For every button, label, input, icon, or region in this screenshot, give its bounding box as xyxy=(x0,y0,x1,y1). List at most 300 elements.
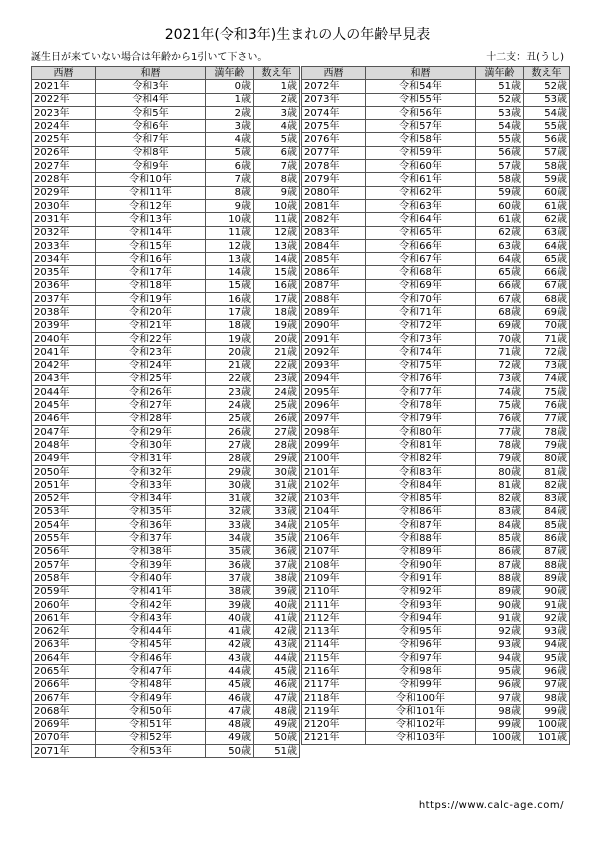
full-age-cell: 68歳 xyxy=(476,306,524,319)
table-row xyxy=(32,226,300,239)
kazoe-age-cell: 91歳 xyxy=(524,598,570,611)
full-age-cell: 1歳 xyxy=(206,93,254,106)
kazoe-age-cell: 28歳 xyxy=(254,439,300,452)
full-age-cell: 83歳 xyxy=(476,505,524,518)
japanese-year-cell: 令和53年 xyxy=(96,745,206,758)
japanese-year-cell: 令和70年 xyxy=(366,293,476,306)
full-age-cell: 6歳 xyxy=(206,160,254,173)
full-age-cell: 4歳 xyxy=(206,133,254,146)
table-row xyxy=(32,386,300,399)
full-age-cell: 32歳 xyxy=(206,505,254,518)
full-age-cell: 22歳 xyxy=(206,372,254,385)
kazoe-age-cell: 12歳 xyxy=(254,226,300,239)
japanese-year-cell: 令和49年 xyxy=(96,691,206,704)
kazoe-age-cell: 92歳 xyxy=(524,612,570,625)
western-year-cell: 2087年 xyxy=(302,279,366,292)
kazoe-age-cell: 76歳 xyxy=(524,399,570,412)
japanese-year-cell: 令和75年 xyxy=(366,359,476,372)
kazoe-age-cell: 20歳 xyxy=(254,332,300,345)
kazoe-age-cell: 2歳 xyxy=(254,93,300,106)
western-year-cell: 2080年 xyxy=(302,186,366,199)
western-year-cell: 2070年 xyxy=(32,731,96,744)
western-year-cell: 2088年 xyxy=(302,293,366,306)
table-row xyxy=(302,505,570,518)
western-year-cell: 2097年 xyxy=(302,412,366,425)
western-year-cell: 2060年 xyxy=(32,598,96,611)
kazoe-age-cell: 18歳 xyxy=(254,306,300,319)
full-age-cell: 2歳 xyxy=(206,106,254,119)
table-row xyxy=(32,558,300,571)
japanese-year-cell: 令和95年 xyxy=(366,625,476,638)
western-year-cell: 2063年 xyxy=(32,638,96,651)
western-year-cell: 2030年 xyxy=(32,199,96,212)
japanese-year-cell: 令和29年 xyxy=(96,426,206,439)
age-table-left xyxy=(31,66,300,758)
table-row xyxy=(302,705,570,718)
full-age-cell: 70歳 xyxy=(476,332,524,345)
western-year-cell: 2053年 xyxy=(32,505,96,518)
table-row xyxy=(302,226,570,239)
kazoe-age-cell: 19歳 xyxy=(254,319,300,332)
full-age-cell: 39歳 xyxy=(206,598,254,611)
table-row xyxy=(32,279,300,292)
kazoe-age-cell: 93歳 xyxy=(524,625,570,638)
table-row xyxy=(32,705,300,718)
western-year-cell: 2068年 xyxy=(32,705,96,718)
table-row xyxy=(302,120,570,133)
japanese-year-cell: 令和96年 xyxy=(366,638,476,651)
full-age-cell: 33歳 xyxy=(206,519,254,532)
japanese-year-cell: 令和89年 xyxy=(366,545,476,558)
kazoe-age-cell: 26歳 xyxy=(254,412,300,425)
japanese-year-cell: 令和46年 xyxy=(96,652,206,665)
full-age-cell: 84歳 xyxy=(476,519,524,532)
japanese-year-cell: 令和51年 xyxy=(96,718,206,731)
kazoe-age-cell: 45歳 xyxy=(254,665,300,678)
western-year-cell: 2110年 xyxy=(302,585,366,598)
kazoe-age-cell: 71歳 xyxy=(524,332,570,345)
kazoe-age-cell: 23歳 xyxy=(254,372,300,385)
kazoe-age-cell: 66歳 xyxy=(524,266,570,279)
western-year-cell: 2025年 xyxy=(32,133,96,146)
japanese-year-cell: 令和76年 xyxy=(366,372,476,385)
western-year-cell: 2040年 xyxy=(32,332,96,345)
kazoe-age-cell: 48歳 xyxy=(254,705,300,718)
table-row xyxy=(32,572,300,585)
western-year-cell: 2077年 xyxy=(302,146,366,159)
kazoe-age-cell: 49歳 xyxy=(254,718,300,731)
full-age-cell: 72歳 xyxy=(476,359,524,372)
kazoe-age-cell: 84歳 xyxy=(524,505,570,518)
kazoe-age-cell: 42歳 xyxy=(254,625,300,638)
table-row xyxy=(302,625,570,638)
kazoe-age-cell: 67歳 xyxy=(524,279,570,292)
full-age-cell: 21歳 xyxy=(206,359,254,372)
kazoe-age-cell: 14歳 xyxy=(254,253,300,266)
zodiac-label: 十二支：丑(うし) xyxy=(486,52,564,63)
japanese-year-cell: 令和77年 xyxy=(366,386,476,399)
table-header-row xyxy=(32,67,300,80)
full-age-cell: 94歳 xyxy=(476,652,524,665)
western-year-cell: 2108年 xyxy=(302,558,366,571)
japanese-year-cell: 令和43年 xyxy=(96,612,206,625)
full-age-cell: 79歳 xyxy=(476,452,524,465)
japanese-year-cell: 令和8年 xyxy=(96,146,206,159)
table-row xyxy=(32,652,300,665)
table-row xyxy=(302,173,570,186)
table-row xyxy=(32,372,300,385)
full-age-cell: 56歳 xyxy=(476,146,524,159)
full-age-cell: 86歳 xyxy=(476,545,524,558)
kazoe-age-cell: 1歳 xyxy=(254,80,300,93)
full-age-cell: 11歳 xyxy=(206,226,254,239)
full-age-cell: 52歳 xyxy=(476,93,524,106)
japanese-year-cell: 令和32年 xyxy=(96,465,206,478)
western-year-cell: 2107年 xyxy=(302,545,366,558)
full-age-cell: 49歳 xyxy=(206,731,254,744)
kazoe-age-cell: 80歳 xyxy=(524,452,570,465)
western-year-cell: 2098年 xyxy=(302,426,366,439)
japanese-year-cell: 令和67年 xyxy=(366,253,476,266)
kazoe-age-cell: 72歳 xyxy=(524,346,570,359)
table-row xyxy=(302,465,570,478)
western-year-cell: 2094年 xyxy=(302,372,366,385)
japanese-year-cell: 令和50年 xyxy=(96,705,206,718)
kazoe-age-cell: 86歳 xyxy=(524,532,570,545)
kazoe-age-cell: 11歳 xyxy=(254,213,300,226)
table-row xyxy=(32,332,300,345)
western-year-cell: 2104年 xyxy=(302,505,366,518)
full-age-cell: 23歳 xyxy=(206,386,254,399)
table-row xyxy=(302,638,570,651)
kazoe-age-cell: 5歳 xyxy=(254,133,300,146)
japanese-year-cell: 令和93年 xyxy=(366,598,476,611)
full-age-cell: 89歳 xyxy=(476,585,524,598)
western-year-cell: 2038年 xyxy=(32,306,96,319)
japanese-year-cell: 令和87年 xyxy=(366,519,476,532)
japanese-year-cell: 令和66年 xyxy=(366,239,476,252)
full-age-cell: 12歳 xyxy=(206,239,254,252)
japanese-year-cell: 令和6年 xyxy=(96,120,206,133)
kazoe-age-cell: 33歳 xyxy=(254,505,300,518)
table-row xyxy=(302,133,570,146)
table-row xyxy=(302,199,570,212)
table-row xyxy=(32,439,300,452)
table-row xyxy=(302,598,570,611)
full-age-cell: 16歳 xyxy=(206,293,254,306)
table-row xyxy=(302,359,570,372)
western-year-cell: 2050年 xyxy=(32,465,96,478)
full-age-cell: 0歳 xyxy=(206,80,254,93)
kazoe-age-cell: 63歳 xyxy=(524,226,570,239)
full-age-cell: 46歳 xyxy=(206,691,254,704)
western-year-cell: 2061年 xyxy=(32,612,96,625)
header-japanese-year: 和暦 xyxy=(96,67,206,80)
japanese-year-cell: 令和48年 xyxy=(96,678,206,691)
page-title: 2021年(令和3年)生まれの人の年齢早見表 xyxy=(164,27,431,43)
table-row xyxy=(32,306,300,319)
western-year-cell: 2074年 xyxy=(302,106,366,119)
table-row xyxy=(32,186,300,199)
western-year-cell: 2034年 xyxy=(32,253,96,266)
table-row xyxy=(302,412,570,425)
kazoe-age-cell: 62歳 xyxy=(524,213,570,226)
japanese-year-cell: 令和9年 xyxy=(96,160,206,173)
full-age-cell: 91歳 xyxy=(476,612,524,625)
full-age-cell: 38歳 xyxy=(206,585,254,598)
full-age-cell: 96歳 xyxy=(476,678,524,691)
full-age-cell: 27歳 xyxy=(206,439,254,452)
japanese-year-cell: 令和5年 xyxy=(96,106,206,119)
table-row xyxy=(32,638,300,651)
kazoe-age-cell: 10歳 xyxy=(254,199,300,212)
kazoe-age-cell: 77歳 xyxy=(524,412,570,425)
table-row xyxy=(302,492,570,505)
japanese-year-cell: 令和34年 xyxy=(96,492,206,505)
table-row xyxy=(302,279,570,292)
full-age-cell: 13歳 xyxy=(206,253,254,266)
western-year-cell: 2069年 xyxy=(32,718,96,731)
table-row xyxy=(302,186,570,199)
table-row xyxy=(32,731,300,744)
western-year-cell: 2029年 xyxy=(32,186,96,199)
table-row xyxy=(32,346,300,359)
full-age-cell: 78歳 xyxy=(476,439,524,452)
japanese-year-cell: 令和33年 xyxy=(96,479,206,492)
table-row xyxy=(302,439,570,452)
table-row xyxy=(302,306,570,319)
kazoe-age-cell: 74歳 xyxy=(524,372,570,385)
table-row xyxy=(302,718,570,731)
table-row xyxy=(32,120,300,133)
japanese-year-cell: 令和72年 xyxy=(366,319,476,332)
kazoe-age-cell: 15歳 xyxy=(254,266,300,279)
table-row xyxy=(302,239,570,252)
full-age-cell: 71歳 xyxy=(476,346,524,359)
japanese-year-cell: 令和56年 xyxy=(366,106,476,119)
kazoe-age-cell: 3歳 xyxy=(254,106,300,119)
japanese-year-cell: 令和83年 xyxy=(366,465,476,478)
western-year-cell: 2044年 xyxy=(32,386,96,399)
japanese-year-cell: 令和41年 xyxy=(96,585,206,598)
western-year-cell: 2119年 xyxy=(302,705,366,718)
full-age-cell: 31歳 xyxy=(206,492,254,505)
full-age-cell: 19歳 xyxy=(206,332,254,345)
western-year-cell: 2112年 xyxy=(302,612,366,625)
full-age-cell: 25歳 xyxy=(206,412,254,425)
japanese-year-cell: 令和101年 xyxy=(366,705,476,718)
full-age-cell: 37歳 xyxy=(206,572,254,585)
kazoe-age-cell: 30歳 xyxy=(254,465,300,478)
japanese-year-cell: 令和18年 xyxy=(96,279,206,292)
western-year-cell: 2095年 xyxy=(302,386,366,399)
kazoe-age-cell: 54歳 xyxy=(524,106,570,119)
japanese-year-cell: 令和22年 xyxy=(96,332,206,345)
kazoe-age-cell: 25歳 xyxy=(254,399,300,412)
western-year-cell: 2062年 xyxy=(32,625,96,638)
japanese-year-cell: 令和20年 xyxy=(96,306,206,319)
japanese-year-cell: 令和23年 xyxy=(96,346,206,359)
table-row xyxy=(302,266,570,279)
japanese-year-cell: 令和86年 xyxy=(366,505,476,518)
japanese-year-cell: 令和17年 xyxy=(96,266,206,279)
kazoe-age-cell: 89歳 xyxy=(524,572,570,585)
table-row xyxy=(302,160,570,173)
full-age-cell: 50歳 xyxy=(206,745,254,758)
kazoe-age-cell: 31歳 xyxy=(254,479,300,492)
kazoe-age-cell: 98歳 xyxy=(524,691,570,704)
japanese-year-cell: 令和38年 xyxy=(96,545,206,558)
kazoe-age-cell: 7歳 xyxy=(254,160,300,173)
western-year-cell: 2105年 xyxy=(302,519,366,532)
table-row xyxy=(32,173,300,186)
kazoe-age-cell: 37歳 xyxy=(254,558,300,571)
japanese-year-cell: 令和90年 xyxy=(366,558,476,571)
header-western-year: 西暦 xyxy=(32,67,96,80)
full-age-cell: 57歳 xyxy=(476,160,524,173)
table-row xyxy=(302,652,570,665)
japanese-year-cell: 令和103年 xyxy=(366,731,476,744)
full-age-cell: 24歳 xyxy=(206,399,254,412)
kazoe-age-cell: 6歳 xyxy=(254,146,300,159)
kazoe-age-cell: 34歳 xyxy=(254,519,300,532)
full-age-cell: 20歳 xyxy=(206,346,254,359)
kazoe-age-cell: 59歳 xyxy=(524,173,570,186)
kazoe-age-cell: 83歳 xyxy=(524,492,570,505)
japanese-year-cell: 令和36年 xyxy=(96,519,206,532)
full-age-cell: 95歳 xyxy=(476,665,524,678)
kazoe-age-cell: 40歳 xyxy=(254,598,300,611)
western-year-cell: 2022年 xyxy=(32,93,96,106)
full-age-cell: 17歳 xyxy=(206,306,254,319)
japanese-year-cell: 令和91年 xyxy=(366,572,476,585)
japanese-year-cell: 令和42年 xyxy=(96,598,206,611)
western-year-cell: 2051年 xyxy=(32,479,96,492)
japanese-year-cell: 令和68年 xyxy=(366,266,476,279)
kazoe-age-cell: 21歳 xyxy=(254,346,300,359)
full-age-cell: 97歳 xyxy=(476,691,524,704)
western-year-cell: 2082年 xyxy=(302,213,366,226)
japanese-year-cell: 令和15年 xyxy=(96,239,206,252)
kazoe-age-cell: 73歳 xyxy=(524,359,570,372)
japanese-year-cell: 令和92年 xyxy=(366,585,476,598)
full-age-cell: 44歳 xyxy=(206,665,254,678)
japanese-year-cell: 令和27年 xyxy=(96,399,206,412)
kazoe-age-cell: 88歳 xyxy=(524,558,570,571)
japanese-year-cell: 令和35年 xyxy=(96,505,206,518)
japanese-year-cell: 令和16年 xyxy=(96,253,206,266)
table-row xyxy=(32,545,300,558)
full-age-cell: 82歳 xyxy=(476,492,524,505)
table-row xyxy=(32,426,300,439)
japanese-year-cell: 令和54年 xyxy=(366,80,476,93)
kazoe-age-cell: 100歳 xyxy=(524,718,570,731)
table-row xyxy=(302,386,570,399)
table-row xyxy=(32,359,300,372)
japanese-year-cell: 令和37年 xyxy=(96,532,206,545)
western-year-cell: 2086年 xyxy=(302,266,366,279)
japanese-year-cell: 令和73年 xyxy=(366,332,476,345)
full-age-cell: 73歳 xyxy=(476,372,524,385)
full-age-cell: 14歳 xyxy=(206,266,254,279)
japanese-year-cell: 令和65年 xyxy=(366,226,476,239)
japanese-year-cell: 令和24年 xyxy=(96,359,206,372)
header-japanese-year: 和暦 xyxy=(366,67,476,80)
western-year-cell: 2024年 xyxy=(32,120,96,133)
western-year-cell: 2023年 xyxy=(32,106,96,119)
kazoe-age-cell: 101歳 xyxy=(524,731,570,744)
kazoe-age-cell: 29歳 xyxy=(254,452,300,465)
western-year-cell: 2033年 xyxy=(32,239,96,252)
table-row xyxy=(32,479,300,492)
full-age-cell: 99歳 xyxy=(476,718,524,731)
kazoe-age-cell: 41歳 xyxy=(254,612,300,625)
western-year-cell: 2041年 xyxy=(32,346,96,359)
japanese-year-cell: 令和63年 xyxy=(366,199,476,212)
full-age-cell: 98歳 xyxy=(476,705,524,718)
kazoe-age-cell: 51歳 xyxy=(254,745,300,758)
table-row xyxy=(32,319,300,332)
kazoe-age-cell: 24歳 xyxy=(254,386,300,399)
japanese-year-cell: 令和79年 xyxy=(366,412,476,425)
western-year-cell: 2035年 xyxy=(32,266,96,279)
japanese-year-cell: 令和57年 xyxy=(366,120,476,133)
japanese-year-cell: 令和71年 xyxy=(366,306,476,319)
full-age-cell: 15歳 xyxy=(206,279,254,292)
table-row xyxy=(302,319,570,332)
western-year-cell: 2036年 xyxy=(32,279,96,292)
kazoe-age-cell: 36歳 xyxy=(254,545,300,558)
full-age-cell: 45歳 xyxy=(206,678,254,691)
footer-url: https://www.calc-age.com/ xyxy=(418,800,564,811)
kazoe-age-cell: 27歳 xyxy=(254,426,300,439)
kazoe-age-cell: 78歳 xyxy=(524,426,570,439)
table-row xyxy=(302,731,570,744)
western-year-cell: 2021年 xyxy=(32,80,96,93)
japanese-year-cell: 令和3年 xyxy=(96,80,206,93)
full-age-cell: 30歳 xyxy=(206,479,254,492)
table-row xyxy=(32,133,300,146)
japanese-year-cell: 令和39年 xyxy=(96,558,206,571)
full-age-cell: 93歳 xyxy=(476,638,524,651)
western-year-cell: 2039年 xyxy=(32,319,96,332)
table-row xyxy=(32,519,300,532)
table-row xyxy=(302,399,570,412)
full-age-cell: 18歳 xyxy=(206,319,254,332)
japanese-year-cell: 令和4年 xyxy=(96,93,206,106)
western-year-cell: 2076年 xyxy=(302,133,366,146)
western-year-cell: 2090年 xyxy=(302,319,366,332)
kazoe-age-cell: 55歳 xyxy=(524,120,570,133)
western-year-cell: 2047年 xyxy=(32,426,96,439)
japanese-year-cell: 令和45年 xyxy=(96,638,206,651)
table-row xyxy=(302,372,570,385)
western-year-cell: 2118年 xyxy=(302,691,366,704)
table-row xyxy=(302,106,570,119)
full-age-cell: 3歳 xyxy=(206,120,254,133)
western-year-cell: 2046年 xyxy=(32,412,96,425)
table-row xyxy=(32,612,300,625)
western-year-cell: 2084年 xyxy=(302,239,366,252)
western-year-cell: 2121年 xyxy=(302,731,366,744)
full-age-cell: 54歳 xyxy=(476,120,524,133)
japanese-year-cell: 令和81年 xyxy=(366,439,476,452)
western-year-cell: 2072年 xyxy=(302,80,366,93)
japanese-year-cell: 令和94年 xyxy=(366,612,476,625)
western-year-cell: 2027年 xyxy=(32,160,96,173)
kazoe-age-cell: 68歳 xyxy=(524,293,570,306)
western-year-cell: 2103年 xyxy=(302,492,366,505)
